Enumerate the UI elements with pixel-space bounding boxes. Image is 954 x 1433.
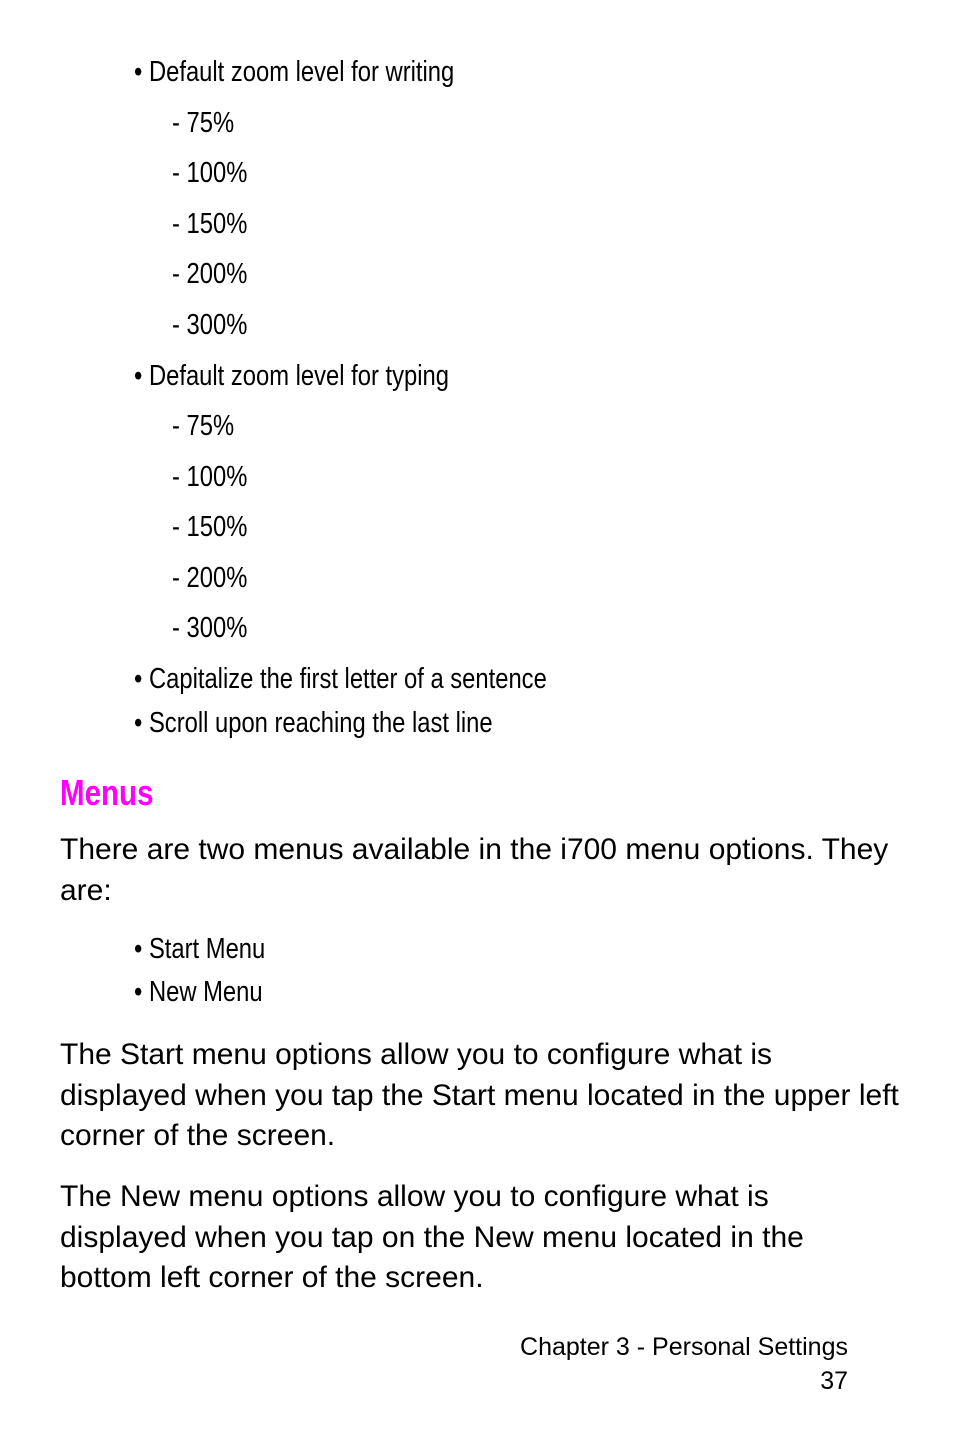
sub-item-typing-zoom-300: - 300% <box>172 612 248 644</box>
footer-chapter-title: Chapter 3 - Personal Settings <box>520 1333 848 1361</box>
scroll-label: Scroll upon reaching the last line <box>148 707 493 739</box>
sub-item-typing-zoom-150: - 150% <box>172 511 248 543</box>
bullet-item-writing-zoom <box>134 56 454 89</box>
zoom-option: 300% <box>186 309 248 341</box>
bullet-glyph: • <box>134 933 143 965</box>
start-menu-label: Start Menu <box>148 933 266 965</box>
sub-item-writing-zoom-150: - 150% <box>172 208 248 240</box>
zoom-option: 100% <box>186 157 248 189</box>
zoom-option: 200% <box>186 258 248 290</box>
zoom-option: 150% <box>186 511 248 543</box>
sub-item-writing-zoom-200: - 200% <box>172 258 248 290</box>
bullet-item-new-menu <box>134 976 263 1009</box>
menus-intro-paragraph: There are two menus available in the i700 menu options. They are: <box>60 833 889 907</box>
capitalize-label: Capitalize the first letter of a sentence <box>148 663 547 695</box>
start-menu-paragraph: The Start menu options allow you to configure what is displayed when you tap the Start menu located in the upper left corner of the screen. <box>60 1038 899 1152</box>
sub-item-typing-zoom-75: - 75% <box>172 410 235 442</box>
sub-item-typing-zoom-200: - 200% <box>172 562 248 594</box>
footer-page-number: 37 <box>820 1367 848 1395</box>
bullet-item-start-menu <box>134 933 265 966</box>
section-heading-menus: Menus <box>60 772 154 813</box>
writing-zoom-label: Default zoom level for writing <box>148 56 455 88</box>
bullet-item-typing-zoom <box>134 360 449 393</box>
new-menu-label: New Menu <box>148 976 263 1008</box>
bullet-glyph: • <box>134 360 143 392</box>
bullet-glyph: • <box>134 976 143 1008</box>
sub-item-typing-zoom-100: - 100% <box>172 461 248 493</box>
new-menu-paragraph: The New menu options allow you to configure what is displayed when you tap on the New menu located in the bottom left corner of the screen. <box>60 1180 804 1294</box>
zoom-option: 150% <box>186 208 248 240</box>
zoom-option: 100% <box>186 461 248 493</box>
sub-item-writing-zoom-300: - 300% <box>172 309 248 341</box>
zoom-option: 75% <box>186 107 235 139</box>
bullet-glyph: • <box>134 56 143 88</box>
sub-item-writing-zoom-75: - 75% <box>172 107 235 139</box>
bullet-glyph: • <box>134 707 143 739</box>
zoom-option: 300% <box>186 612 248 644</box>
zoom-option: 200% <box>186 562 248 594</box>
bullet-glyph: • <box>134 663 143 695</box>
bullet-item-scroll <box>134 707 493 740</box>
sub-item-writing-zoom-100: - 100% <box>172 157 248 189</box>
zoom-option: 75% <box>186 410 235 442</box>
typing-zoom-label: Default zoom level for typing <box>148 360 449 392</box>
bullet-item-capitalize <box>134 663 547 696</box>
